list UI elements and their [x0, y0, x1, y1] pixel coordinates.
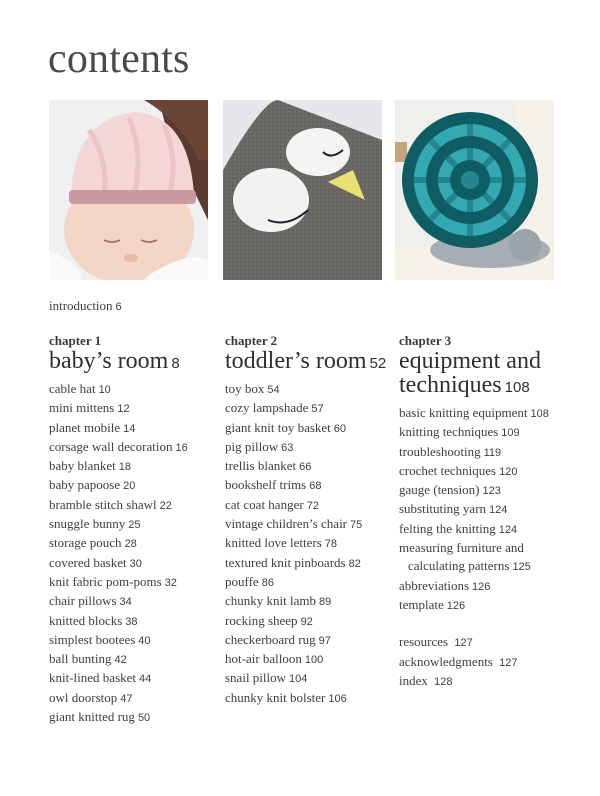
toc-page-number: 72	[306, 499, 319, 512]
toc-item[interactable]	[399, 500, 549, 519]
toc-item-label: cat coat hanger	[225, 496, 304, 512]
toc-item-label: knitting techniques	[399, 424, 499, 440]
toc-item[interactable]	[225, 554, 386, 573]
toc-page-number: 86	[261, 576, 274, 589]
toc-item-label: snail pillow	[225, 670, 287, 686]
toc-page-number: 97	[318, 634, 331, 647]
chapter-label: chapter 3	[399, 333, 452, 348]
toc-item-label: basic knitting equipment	[399, 405, 528, 420]
chapter-title-text: toddler’s room	[225, 348, 367, 374]
toc-item-label: pig pillow	[225, 438, 279, 454]
toc-item-label: toy box	[225, 381, 265, 396]
toc-page-number: 109	[501, 427, 520, 440]
toc-page-number: 104	[289, 673, 308, 686]
toc-item-label: cable hat	[49, 381, 96, 396]
chapter-2-section	[225, 333, 386, 708]
toc-item-label: mini mittens	[49, 400, 115, 416]
toc-item-label: baby papoose	[49, 477, 121, 493]
chapter-page-number: 108	[504, 379, 530, 396]
toc-item-label: giant knit toy basket	[225, 419, 331, 435]
toc-page-number: 89	[319, 596, 332, 609]
toc-item-label: covered basket	[49, 554, 127, 570]
toc-page-number: 100	[304, 654, 324, 667]
snail-pillow-photo	[395, 100, 554, 280]
chapter-title-text: techniques	[399, 372, 502, 398]
toc-item-label: index	[399, 672, 428, 688]
toc-page-number: 22	[159, 499, 172, 512]
toc-item[interactable]	[49, 708, 188, 727]
chapter-title-text: equipment and	[399, 348, 541, 374]
chapter-1-section	[49, 333, 188, 727]
toc-page-number: 92	[300, 615, 313, 628]
toc-page-number: 126	[446, 599, 466, 612]
toc-item[interactable]	[225, 612, 386, 631]
toc-item[interactable]	[399, 481, 549, 500]
toc-item[interactable]	[225, 380, 386, 399]
chapter-page-number: 8	[171, 355, 180, 372]
toc-item-label: planet mobile	[49, 419, 121, 435]
toc-item-label: crochet techniques	[399, 462, 497, 478]
toc-item[interactable]	[399, 596, 549, 615]
toc-item-label: felting the knitting	[399, 520, 496, 536]
toc-page-number: 78	[324, 538, 338, 551]
toc-page-number: 126	[472, 580, 491, 593]
toc-item-label: introduction	[49, 298, 113, 313]
toc-item[interactable]	[49, 476, 188, 495]
toc-page-number: 106	[328, 692, 347, 705]
toc-page-number: 119	[483, 446, 502, 459]
toc-item[interactable]	[225, 476, 386, 495]
chapter-title-text: baby’s room	[49, 348, 169, 374]
chapter-1-items	[49, 380, 188, 727]
toc-page-number: 60	[333, 422, 347, 435]
toc-item[interactable]	[49, 419, 188, 438]
chapter-2-items	[225, 380, 386, 708]
toc-item[interactable]	[225, 573, 386, 592]
toc-page-number: 57	[311, 403, 324, 416]
page-title: contents	[48, 36, 190, 82]
toc-item-label-continued: calculating patterns	[408, 558, 510, 574]
toc-item-label: troubleshooting	[399, 443, 481, 459]
toc-page-number: 40	[138, 634, 151, 647]
toc-item[interactable]	[225, 534, 386, 553]
toc-item-label: substituting yarn	[399, 501, 487, 517]
toc-item[interactable]	[49, 534, 188, 553]
toc-item[interactable]	[399, 577, 549, 596]
toc-page-number: 42	[114, 654, 127, 667]
toc-page-number: 20	[123, 480, 136, 493]
toc-page-number: 16	[175, 441, 188, 454]
spacer	[399, 615, 549, 633]
toc-item-label: trellis blanket	[225, 458, 297, 474]
toc-page-number: 54	[267, 384, 280, 396]
toc-introduction[interactable]	[49, 298, 122, 314]
chapter-label: chapter 1	[49, 333, 102, 348]
toc-item[interactable]	[49, 631, 188, 650]
toc-page-number: 47	[120, 692, 133, 705]
toc-item[interactable]	[225, 438, 386, 457]
toc-item-label: chunky knit bolster	[225, 689, 326, 705]
toc-page-number: 123	[482, 485, 501, 498]
toc-item-label: chunky knit lamb	[225, 593, 316, 609]
toc-item-label: ball bunting	[49, 651, 112, 667]
toc-item-label: resources	[399, 634, 449, 650]
toc-item[interactable]	[399, 462, 549, 481]
toc-item-back-matter[interactable]	[399, 653, 549, 672]
toc-item[interactable]	[225, 496, 386, 515]
toc-item[interactable]	[49, 438, 188, 457]
toc-item[interactable]	[49, 457, 188, 476]
toc-item[interactable]	[49, 496, 188, 515]
toc-item[interactable]	[399, 443, 549, 462]
toc-page-number: 12	[117, 403, 130, 416]
toc-item[interactable]	[49, 689, 188, 708]
toc-page-number: 68	[309, 480, 322, 493]
chapter-title[interactable]	[225, 349, 386, 376]
toc-item[interactable]	[225, 592, 386, 611]
toc-page-number: 30	[129, 557, 142, 570]
toc-page-number: 28	[124, 538, 137, 551]
toc-item[interactable]	[225, 457, 386, 476]
toc-page-number: 63	[281, 441, 294, 454]
toc-page-number: 50	[137, 712, 151, 725]
toc-page-number: 66	[299, 461, 312, 474]
toc-item[interactable]	[399, 404, 549, 423]
toc-page-number: 124	[498, 523, 518, 536]
toc-item-label: cozy lampshade	[225, 400, 309, 416]
toc-item-label: bramble stitch shawl	[49, 496, 157, 512]
toc-page-number: 108	[530, 408, 549, 420]
toc-item[interactable]	[225, 515, 386, 534]
toc-page-number: 32	[164, 576, 177, 589]
toc-page-number: 125	[512, 561, 531, 574]
toc-item-label: baby blanket	[49, 458, 116, 474]
pink-cable-hat-baby-photo	[49, 100, 208, 280]
toc-item-label: abbreviations	[399, 577, 470, 593]
toc-item-label: textured knit pinboards	[225, 554, 346, 570]
toc-item-label: bookshelf trims	[225, 477, 307, 493]
toc-item[interactable]	[49, 554, 188, 573]
toc-page-number: 25	[128, 519, 141, 532]
toc-item[interactable]	[49, 669, 188, 688]
chapter-title[interactable]	[399, 349, 549, 400]
toc-item[interactable]	[49, 399, 188, 418]
toc-item-label: storage pouch	[49, 535, 122, 551]
toc-item[interactable]	[225, 419, 386, 438]
chapter-3-items	[399, 404, 549, 691]
toc-item[interactable]	[49, 592, 188, 611]
toc-item[interactable]	[399, 423, 549, 442]
toc-page-number: 10	[98, 384, 111, 396]
toc-item[interactable]	[49, 612, 188, 631]
toc-item-label: chair pillows	[49, 593, 117, 609]
toc-item-label: snuggle bunny	[49, 516, 126, 532]
chapter-title[interactable]	[49, 349, 188, 376]
toc-item-label: simplest bootees	[49, 631, 136, 647]
toc-page-number: 82	[348, 557, 361, 570]
toc-item-label: owl doorstop	[49, 689, 118, 705]
toc-item[interactable]	[49, 515, 188, 534]
toc-item-label: corsage wall decoration	[49, 438, 173, 454]
toc-item[interactable]	[399, 539, 549, 577]
toc-item-label: checkerboard rug	[225, 631, 316, 647]
toc-item[interactable]	[225, 631, 386, 650]
toc-item-label: knit-lined basket	[49, 670, 137, 686]
toc-item[interactable]	[399, 520, 549, 539]
chapter-label: chapter 2	[225, 333, 278, 348]
chapter-3-section	[399, 333, 549, 691]
toc-item-label: acknowledgments	[399, 653, 493, 669]
toc-page-number: 6	[115, 301, 122, 313]
toc-page-number: 34	[119, 596, 132, 609]
toc-item[interactable]	[225, 689, 386, 708]
toc-page-number: 124	[489, 504, 508, 517]
toc-item-label: rocking sheep	[225, 612, 298, 628]
toc-page-number: 128	[434, 675, 453, 688]
toc-item-back-matter[interactable]	[399, 672, 549, 691]
toc-item-label: knit fabric pom-poms	[49, 573, 162, 589]
toc-item[interactable]	[225, 669, 386, 688]
toc-item-label: measuring furniture and	[399, 540, 524, 556]
toc-page-number: 44	[139, 673, 152, 686]
toc-item-label: hot-air balloon	[225, 651, 302, 667]
toc-item[interactable]	[225, 650, 386, 669]
toc-page-number: 18	[118, 461, 132, 474]
chapter-page-number: 52	[369, 355, 387, 372]
toc-item-label: template	[399, 596, 444, 612]
toc-item-label: vintage children’s chair	[225, 516, 348, 532]
toc-item[interactable]	[225, 399, 386, 418]
toc-page-number: 127	[499, 656, 518, 669]
toc-page-number: 75	[350, 519, 363, 532]
toc-item-label: pouffe	[225, 573, 259, 589]
toc-page-number: 38	[125, 615, 138, 628]
toc-page-number: 120	[499, 465, 518, 478]
toc-item-label: giant knitted rug	[49, 709, 135, 725]
toc-item[interactable]	[49, 380, 188, 399]
toc-item[interactable]	[49, 650, 188, 669]
toc-item-back-matter[interactable]	[399, 633, 549, 652]
toc-item[interactable]	[49, 573, 188, 592]
toc-item-label: knitted blocks	[49, 612, 123, 628]
toc-page-number: 14	[123, 422, 136, 435]
toc-item-label: gauge (tension)	[399, 482, 480, 498]
toc-page-number: 127	[454, 637, 473, 650]
toc-item-label: knitted love letters	[225, 535, 322, 551]
owl-pillow-photo	[223, 100, 382, 280]
